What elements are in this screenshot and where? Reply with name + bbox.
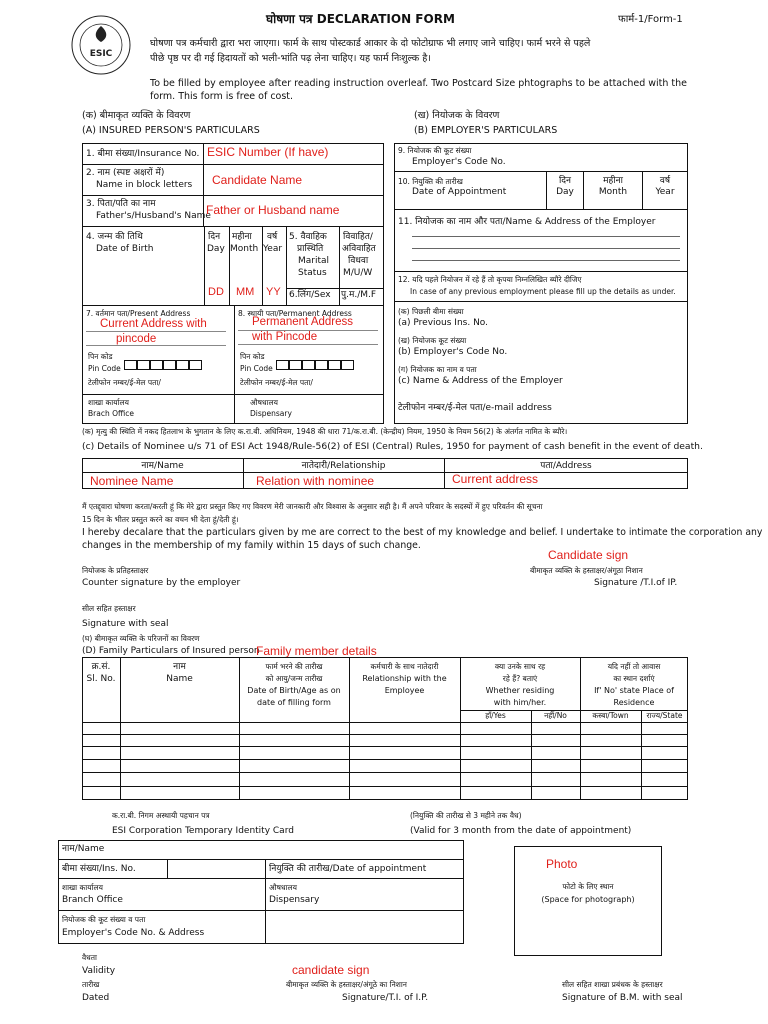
pin-box[interactable] xyxy=(328,360,341,370)
form-number: फार्म-1/Form-1 xyxy=(618,14,683,25)
card-validity-en: (Valid for 3 month from the date of appointment) xyxy=(410,826,632,836)
dob-year-hi: वर्ष xyxy=(267,232,278,242)
card-employer-hi: नियोजक की कूट संख्या व पता xyxy=(62,915,146,924)
card-branch-en: Branch Office xyxy=(62,895,123,905)
col-name-en: Name xyxy=(166,674,193,684)
marital-en-1: Marital xyxy=(298,256,330,266)
col-place-3: If' No' state Place of xyxy=(594,686,674,695)
employer-email-label: टेलीफोन नम्बर/ई-मेल पता/e-mail address xyxy=(398,403,552,413)
previous-employment-en: In case of any previous employment please fill up the details as under. xyxy=(410,287,676,296)
present-address-field-2[interactable]: pincode xyxy=(116,333,157,345)
counter-signature-hi: नियोजक के प्रतिहस्ताक्षर xyxy=(82,566,149,575)
col-res-1: क्या उनके साथ रह xyxy=(494,662,546,671)
col-place-1: यदि नहीं तो आवास xyxy=(607,662,661,671)
marital-en-2: Status xyxy=(298,268,327,278)
prev-ins-hi: (क) पिछली बीमा संख्या xyxy=(398,307,464,316)
pin-box[interactable] xyxy=(150,360,163,370)
nominee-col-relationship: नातेदारी/Relationship xyxy=(301,461,386,471)
previous-employment-hi: 12. यदि पहले नियोजन में रहे हैं तो कृपया निम्नलिखित ब्यौरे दीजिए xyxy=(398,275,582,284)
pin-box[interactable] xyxy=(189,360,202,370)
employer-code-en: Employer's Code No. xyxy=(412,157,506,167)
nominee-relationship-field[interactable]: Relation with nominee xyxy=(256,474,375,488)
col-town: कस्बा/Town xyxy=(592,711,629,720)
pin-box[interactable] xyxy=(315,360,328,370)
col-rel-3: Employee xyxy=(384,686,425,695)
branch-office-hi: शाखा कार्यालय xyxy=(88,398,129,407)
intro-en-2: form. This form is free of cost. xyxy=(150,91,294,102)
pin-box[interactable] xyxy=(163,360,176,370)
nominee-col-address: पता/Address xyxy=(540,461,592,471)
section-a-label-hi: (क) बीमाकृत व्यक्ति के विवरण xyxy=(82,110,191,121)
col-dob-1: फार्म भरने की तारीख xyxy=(265,662,323,671)
dispensary-en: Dispensary xyxy=(250,409,292,418)
nominee-address-field[interactable]: Current address xyxy=(452,472,539,486)
dob-day-en: Day xyxy=(207,244,225,254)
form-title-en: DECLARATION FORM xyxy=(316,12,455,26)
card-ip-signature-hi: बीमाकृत व्यक्ति के हस्ताक्षर/अंगूठे का निशान xyxy=(286,980,407,989)
marital-opt-4: M/U/W xyxy=(343,268,373,278)
form-title xyxy=(266,12,455,26)
validity-hi: वैधता xyxy=(82,953,97,962)
family-details-field[interactable]: Family member details xyxy=(256,644,377,658)
col-dob-2: को आयु/जन्म तारीख xyxy=(265,674,323,683)
form-title-hi: घोषणा पत्र xyxy=(266,12,313,26)
col-place-2: का स्थान दर्शाएं xyxy=(613,674,655,683)
appointment-date-en: Date of Appointment xyxy=(412,187,507,197)
col-res-4: with him/her. xyxy=(493,698,547,707)
col-yes: हाँ/Yes xyxy=(485,711,506,720)
card-candidate-sign-field[interactable]: candidate sign xyxy=(292,963,370,977)
pin-box[interactable] xyxy=(137,360,150,370)
validity-en: Validity xyxy=(82,966,116,976)
appt-day-hi: दिन xyxy=(558,176,572,186)
section-a-label-en: (A) INSURED PERSON'S PARTICULARS xyxy=(82,125,260,136)
dob-month-en: Month xyxy=(230,244,259,254)
appt-month-hi: महीना xyxy=(603,176,623,186)
intro-hi-2: पीछे पृष्ठ पर दी गई हिदायतों को भली-भांति पढ़ लेना चाहिए। यह फार्म निःशुल्क है। xyxy=(150,53,431,64)
col-no: नहीं/No xyxy=(544,711,567,720)
nominee-col-name: नाम/Name xyxy=(141,461,184,471)
counter-signature-en: Counter signature by the employer xyxy=(82,578,241,588)
nominee-name-field[interactable]: Nominee Name xyxy=(90,474,174,488)
prev-code-hi: (ख) नियोजक कूट संख्या xyxy=(398,336,467,345)
col-place-4: Residence xyxy=(613,698,655,707)
card-bm-signature-en: Signature of B.M. with seal xyxy=(562,993,683,1003)
pin-box[interactable] xyxy=(341,360,354,370)
candidate-name-field[interactable]: Candidate Name xyxy=(212,173,303,187)
declaration-hi-1: मैं एतद्द्वारा घोषणा करता/करती हूं कि मेरे द्वारा प्रस्तुत किए गए विवरण मेरी जानकारी और विश्वास के अनुसार सही है। मैं अपने परिवार के सदस्यों में हुए परिवर्तन की सूचना xyxy=(82,502,543,511)
card-ip-signature-en: Signature/T.I. of I.P. xyxy=(342,993,429,1003)
seal-signature-en: Signature with seal xyxy=(82,619,169,629)
dob-label-hi: 4. जन्म की तिथि xyxy=(86,232,143,242)
present-address-label: 7. वर्तमान पता/Present Address xyxy=(86,309,191,318)
father-name-field[interactable]: Father or Husband name xyxy=(206,203,340,217)
marital-opt-3: विधवा xyxy=(348,256,369,266)
prev-ins-en: (a) Previous Ins. No. xyxy=(398,318,489,328)
col-dob-4: date of filling form xyxy=(257,698,331,707)
declaration-en-1: I hereby decalare that the particulars given by me are correct to the best of my knowledge and belief. I undertake to intimate the corporation any xyxy=(82,527,763,538)
card-appointment-label: नियुक्ति की तारीख/Date of appointment xyxy=(269,864,427,874)
father-name-label-en: Father's/Husband's Name xyxy=(96,211,211,221)
photo-space-hi: फोटो के लिए स्थान xyxy=(562,882,614,891)
dob-year-en: Year xyxy=(263,244,283,254)
col-res-2: रहे हैं? बताएं xyxy=(502,674,538,683)
appt-year-en: Year xyxy=(655,187,675,197)
appointment-date-hi: 10. नियुक्ति की तारीख xyxy=(398,177,463,186)
seal-signature-hi: सील सहित हस्ताक्षर xyxy=(82,604,136,613)
section-b-label-en: (B) EMPLOYER'S PARTICULARS xyxy=(414,125,558,136)
section-b-label-hi: (ख) नियोजक के विवरण xyxy=(414,110,500,121)
employer-name-address-label: 11. नियोजक का नाम और पता/Name & Address of the Employer xyxy=(398,217,656,227)
present-address-field-1[interactable]: Current Address with xyxy=(100,318,207,330)
col-state: राज्य/State xyxy=(646,711,683,720)
marital-hi-2: प्रास्थिति xyxy=(297,244,324,254)
dob-month-hi: महीना xyxy=(232,232,252,242)
col-sl-hi: क्र.सं. xyxy=(91,662,111,672)
dispensary-hi: औषधालय xyxy=(250,398,278,407)
declaration-en-2: changes in the membership of my family within 15 days of such change. xyxy=(82,540,421,551)
permanent-address-label: 8. स्थायी पता/Permanent Address xyxy=(238,309,352,318)
permanent-address-field-1[interactable]: Permanent Address xyxy=(252,316,354,328)
col-rel-2: Relationship with the xyxy=(362,674,447,683)
card-name-label: नाम/Name xyxy=(62,844,105,854)
intro-hi-1: घोषणा पत्र कर्मचारी द्वारा भरा जाएगा। फार्म के साथ पोस्टकार्ड आकार के दो फोटोग्राफ भी लगाए जाने चाहिए। फार्म भरने से पहले xyxy=(150,38,591,49)
card-validity-hi: (नियुक्ति की तारीख से 3 महीने तक वैध) xyxy=(410,811,522,820)
card-ins-label: बीमा संख्या/Ins. No. xyxy=(62,864,136,874)
nominee-intro-en: (c) Details of Nominee u/s 71 of ESI Act 1948/Rule-56(2) of ESI (Central) Rules, 1950 for payment of cash benefit in the event of death. xyxy=(82,441,703,452)
declaration-hi-2: 15 दिन के भीतर प्रस्तुत करने का वचन भी देता हूं/देती हूं। xyxy=(82,515,239,524)
permanent-address-field-2[interactable]: with Pincode xyxy=(252,331,318,343)
nominee-intro-hi: (क) मृत्यु की स्थिति में नकद हितलाभ के भुगतान के लिए क.रा.बी. अधिनियम, 1948 की धारा 71/क.रा.बी. (केन्द्रीय) नियम, 1950 के नियम 56(2) के अंतर्गत नामित के ब्यौरे। xyxy=(82,427,568,436)
marital-opt-2: अविवाहित xyxy=(342,244,376,254)
col-rel-1: कर्मचारी के साथ नातेदारी xyxy=(370,662,439,671)
marital-opt-1: विवाहित/ xyxy=(343,232,373,242)
pin-label-hi-2: पिन कोड xyxy=(240,352,265,361)
employer-code-hi: 9. नियोजक की कूट संख्या xyxy=(398,146,472,155)
col-sl-en: Sl. No. xyxy=(86,674,116,684)
pin-label-en-1: Pin Code xyxy=(88,364,121,373)
phone-label-2: टेलीफोन नम्बर/ई-मेल पता/ xyxy=(240,378,313,387)
pin-box[interactable] xyxy=(176,360,189,370)
pin-label-hi-1: पिन कोड xyxy=(88,352,113,361)
card-branch-hi: शाखा कार्यालय xyxy=(62,883,103,892)
col-name-hi: नाम xyxy=(173,662,186,672)
name-label-en: Name in block letters xyxy=(96,180,193,190)
pin-box[interactable] xyxy=(302,360,315,370)
ip-signature-hi: बीमाकृत व्यक्ति के हस्ताक्षर/अंगूठा निशान xyxy=(530,566,643,575)
dob-year-field[interactable]: YY xyxy=(266,286,281,298)
appt-month-en: Month xyxy=(598,187,628,197)
photo-field[interactable]: Photo xyxy=(546,857,578,871)
prev-employer-hi: (ग) नियोजक का नाम व पता xyxy=(398,365,477,374)
branch-office-en: Brach Office xyxy=(88,409,134,418)
pin-box[interactable] xyxy=(289,360,302,370)
insurance-no-field[interactable]: ESIC Number (If have) xyxy=(207,145,329,159)
section-d-label-hi: (घ) बीमाकृत व्यक्ति के परिजनों का विवरण xyxy=(82,634,200,643)
pin-box[interactable] xyxy=(276,360,289,370)
esic-logo xyxy=(70,14,132,76)
card-title-hi: क.रा.बी. निगम अस्थायी पहचान पत्र xyxy=(112,811,210,820)
ip-signature-en: Signature /T.I.of IP. xyxy=(594,578,678,588)
esic-logo-icon xyxy=(70,14,132,76)
prev-employer-en: (c) Name & Address of the Employer xyxy=(398,376,563,386)
phone-label-1: टेलीफोन नम्बर/ई-मेल पता/ xyxy=(88,378,161,387)
dob-day-field[interactable]: DD xyxy=(208,286,224,298)
dob-month-field[interactable]: MM xyxy=(236,286,255,298)
card-bm-signature-hi: सील सहित शाखा प्रबंधक के हस्ताक्षर xyxy=(562,980,663,989)
sex-label: 6.लिंग/Sex xyxy=(289,290,331,300)
dated-hi: तारीख xyxy=(82,980,100,989)
col-dob-3: Date of Birth/Age as on xyxy=(247,686,341,695)
dob-day-hi: दिन xyxy=(208,232,221,242)
name-label-hi: 2. नाम (स्पष्ट अक्षरों में) xyxy=(86,168,165,178)
dob-label-en: Date of Birth xyxy=(96,244,154,254)
dated-en: Dated xyxy=(82,993,110,1003)
candidate-sign-field[interactable]: Candidate sign xyxy=(548,548,629,562)
intro-en-1: To be filled by employee after reading instruction overleaf. Two Postcard Size phtographs to be attached with the xyxy=(150,78,688,89)
pin-label-en-2: Pin Code xyxy=(240,364,273,373)
appt-day-en: Day xyxy=(556,187,574,197)
pin-box[interactable] xyxy=(124,360,137,370)
father-name-label-hi: 3. पिता/पति का नाम xyxy=(86,199,156,209)
prev-code-en: (b) Employer's Code No. xyxy=(398,347,508,357)
appt-year-hi: वर्ष xyxy=(659,176,671,186)
photo-space-en: (Space for photograph) xyxy=(541,895,635,904)
marital-hi-1: 5. वैवाहिक xyxy=(289,232,327,242)
logo-text: ESIC xyxy=(89,49,113,59)
card-dispensary-en: Dispensary xyxy=(269,895,320,905)
section-d-label-en: (D) Family Particulars of Insured person xyxy=(82,646,260,656)
insurance-no-label: 1. बीमा संख्या/Insurance No. xyxy=(86,149,200,159)
sex-options[interactable]: पु.म./M.F xyxy=(341,290,377,300)
card-employer-en: Employer's Code No. & Address xyxy=(62,928,205,938)
card-dispensary-hi: औषधालय xyxy=(269,883,297,892)
col-res-3: Whether residing xyxy=(485,686,555,695)
card-title-en: ESI Corporation Temporary Identity Card xyxy=(112,826,294,836)
